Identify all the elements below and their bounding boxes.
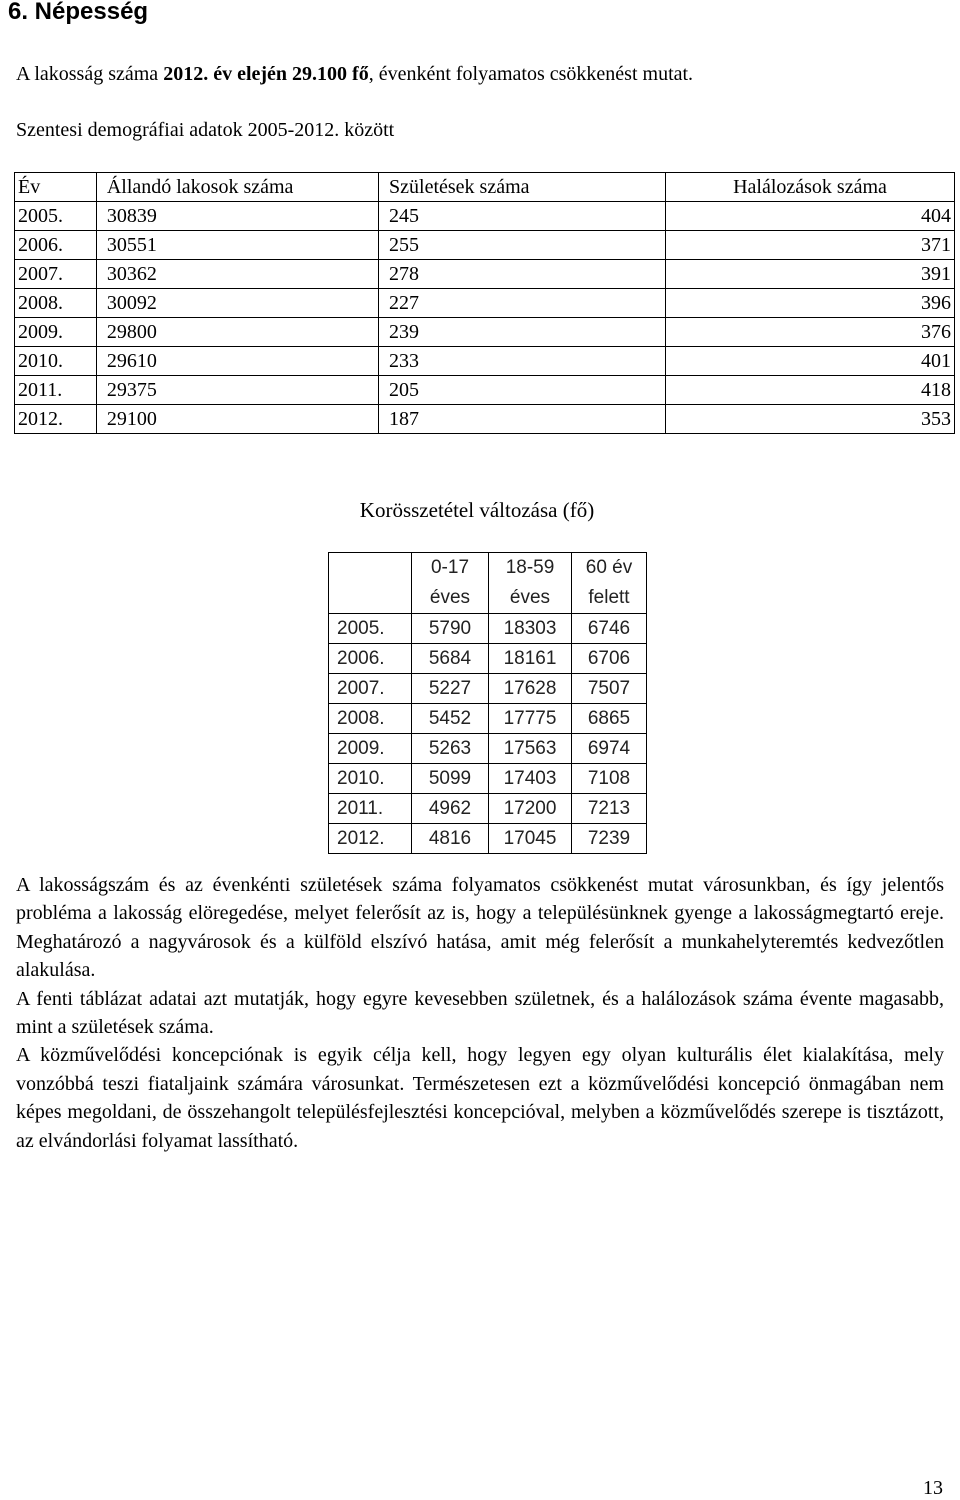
cell-residents: 30092	[96, 289, 378, 318]
cell-births: 205	[379, 376, 666, 405]
age-cell-60-plus: 6865	[572, 704, 647, 734]
cell-year: 2012.	[15, 405, 97, 434]
age-cell-18-59: 18161	[489, 644, 572, 674]
table-row	[329, 674, 647, 704]
body-text	[16, 871, 944, 1155]
table-row	[329, 644, 647, 674]
age-cell-0-17: 5452	[412, 704, 489, 734]
age-cell-year: 2005.	[329, 614, 412, 644]
demographics-table	[14, 172, 955, 434]
header-births: Születések száma	[379, 173, 666, 202]
age-header-60-plus-sub: felett	[572, 583, 647, 614]
header-residents: Állandó lakosok száma	[96, 173, 378, 202]
table-row	[15, 202, 955, 231]
demographics-table-title: Szentesi demográfiai adatok 2005-2012. között	[16, 119, 395, 141]
age-cell-18-59: 17045	[489, 824, 572, 854]
header-year: Év	[15, 173, 97, 202]
age-cell-year: 2008.	[329, 704, 412, 734]
cell-residents: 29610	[96, 347, 378, 376]
page-number: 13	[923, 1477, 943, 1499]
table-row	[329, 734, 647, 764]
age-cell-60-plus: 7239	[572, 824, 647, 854]
table-header-row	[15, 173, 955, 202]
age-cell-0-17: 5263	[412, 734, 489, 764]
table-row	[329, 764, 647, 794]
cell-year: 2009.	[15, 318, 97, 347]
age-cell-60-plus: 7213	[572, 794, 647, 824]
age-cell-0-17: 5227	[412, 674, 489, 704]
cell-deaths: 401	[666, 347, 955, 376]
age-header-18-59: 18-59	[489, 553, 572, 584]
cell-deaths: 353	[666, 405, 955, 434]
age-cell-year: 2012.	[329, 824, 412, 854]
age-table-title-text: Korösszetétel változása (fő)	[359, 498, 595, 522]
age-cell-0-17: 5790	[412, 614, 489, 644]
table-row	[329, 824, 647, 854]
age-cell-year: 2010.	[329, 764, 412, 794]
age-table-title	[0, 496, 960, 524]
age-cell-60-plus: 7507	[572, 674, 647, 704]
age-cell-0-17: 5099	[412, 764, 489, 794]
cell-births: 278	[379, 260, 666, 289]
cell-deaths: 391	[666, 260, 955, 289]
intro-sentence	[16, 61, 693, 87]
cell-year: 2007.	[15, 260, 97, 289]
age-composition-table	[328, 552, 647, 854]
age-header-0-17-sub: éves	[412, 583, 489, 614]
age-header-18-59-sub: éves	[489, 583, 572, 614]
age-cell-0-17: 4816	[412, 824, 489, 854]
cell-deaths: 376	[666, 318, 955, 347]
header-deaths: Halálozások száma	[666, 173, 955, 202]
table-row	[15, 405, 955, 434]
intro-bold: 2012. év elején 29.100 fő	[163, 63, 369, 85]
cell-births: 227	[379, 289, 666, 318]
age-header-corner	[329, 583, 412, 614]
age-cell-0-17: 5684	[412, 644, 489, 674]
age-cell-year: 2011.	[329, 794, 412, 824]
age-cell-60-plus: 7108	[572, 764, 647, 794]
cell-year: 2008.	[15, 289, 97, 318]
age-header-corner	[329, 553, 412, 584]
age-header-row-1	[329, 553, 647, 584]
age-cell-18-59: 17403	[489, 764, 572, 794]
cell-deaths: 404	[666, 202, 955, 231]
section-heading: 6. Népesség	[8, 0, 149, 25]
cell-residents: 29100	[96, 405, 378, 434]
table-row	[15, 260, 955, 289]
age-cell-18-59: 18303	[489, 614, 572, 644]
cell-births: 239	[379, 318, 666, 347]
intro-pre: A lakosság száma	[16, 63, 164, 85]
age-header-0-17: 0-17	[412, 553, 489, 584]
cell-births: 245	[379, 202, 666, 231]
age-cell-0-17: 4962	[412, 794, 489, 824]
cell-year: 2006.	[15, 231, 97, 260]
cell-deaths: 418	[666, 376, 955, 405]
cell-residents: 30362	[96, 260, 378, 289]
table-row	[15, 231, 955, 260]
table-row	[329, 614, 647, 644]
table-row	[15, 376, 955, 405]
age-cell-year: 2006.	[329, 644, 412, 674]
intro-post: , évenként folyamatos csökkenést mutat.	[368, 63, 694, 85]
table-row	[329, 704, 647, 734]
age-cell-18-59: 17563	[489, 734, 572, 764]
cell-residents: 30839	[96, 202, 378, 231]
age-header-row-2	[329, 583, 647, 614]
paragraph-population-decline: A lakosságszám és az évenkénti születések száma folyamatos csökkenést mutat városunkban, és így jelentős probléma a lakosság elöregedése, melyet felerősít az is, hogy a településünknek gyenge a lakosságmegtartó ereje. Meghatározó a nagyvárosok és a külföld elszívó hatása, amit még felerősít a munkahelyteremtés kedvezőtlen alakulása.	[16, 874, 944, 982]
cell-residents: 30551	[96, 231, 378, 260]
cell-residents: 29800	[96, 318, 378, 347]
age-cell-60-plus: 6974	[572, 734, 647, 764]
cell-year: 2011.	[15, 376, 97, 405]
age-cell-60-plus: 6706	[572, 644, 647, 674]
cell-residents: 29375	[96, 376, 378, 405]
cell-births: 255	[379, 231, 666, 260]
age-cell-18-59: 17775	[489, 704, 572, 734]
age-header-60-plus: 60 év	[572, 553, 647, 584]
table-row	[15, 318, 955, 347]
table-row	[15, 289, 955, 318]
cell-births: 233	[379, 347, 666, 376]
cell-deaths: 396	[666, 289, 955, 318]
table-row	[15, 347, 955, 376]
cell-births: 187	[379, 405, 666, 434]
cell-year: 2010.	[15, 347, 97, 376]
age-cell-18-59: 17200	[489, 794, 572, 824]
age-cell-60-plus: 6746	[572, 614, 647, 644]
cell-deaths: 371	[666, 231, 955, 260]
paragraph-cultural-concept: A közművelődési koncepciónak is egyik célja kell, hogy legyen egy olyan kulturális élet kialakítása, mely vonzóbbá teszi fiataljaink számára városunkat. Természetesen ezt a közművelődési koncepció önmagában nem képes megoldani, de összehangolt településfejlesztési koncepcióval, melyben a közművelődés szerepe is tisztázott, az elvándorlási folyamat lassítható.	[16, 1044, 944, 1152]
paragraph-births-deaths: A fenti táblázat adatai azt mutatják, hogy egyre kevesebben születnek, és a halálozások száma évente magasabb, mint a születések száma.	[16, 987, 944, 1039]
age-cell-year: 2007.	[329, 674, 412, 704]
age-cell-18-59: 17628	[489, 674, 572, 704]
cell-year: 2005.	[15, 202, 97, 231]
table-row	[329, 794, 647, 824]
age-cell-year: 2009.	[329, 734, 412, 764]
